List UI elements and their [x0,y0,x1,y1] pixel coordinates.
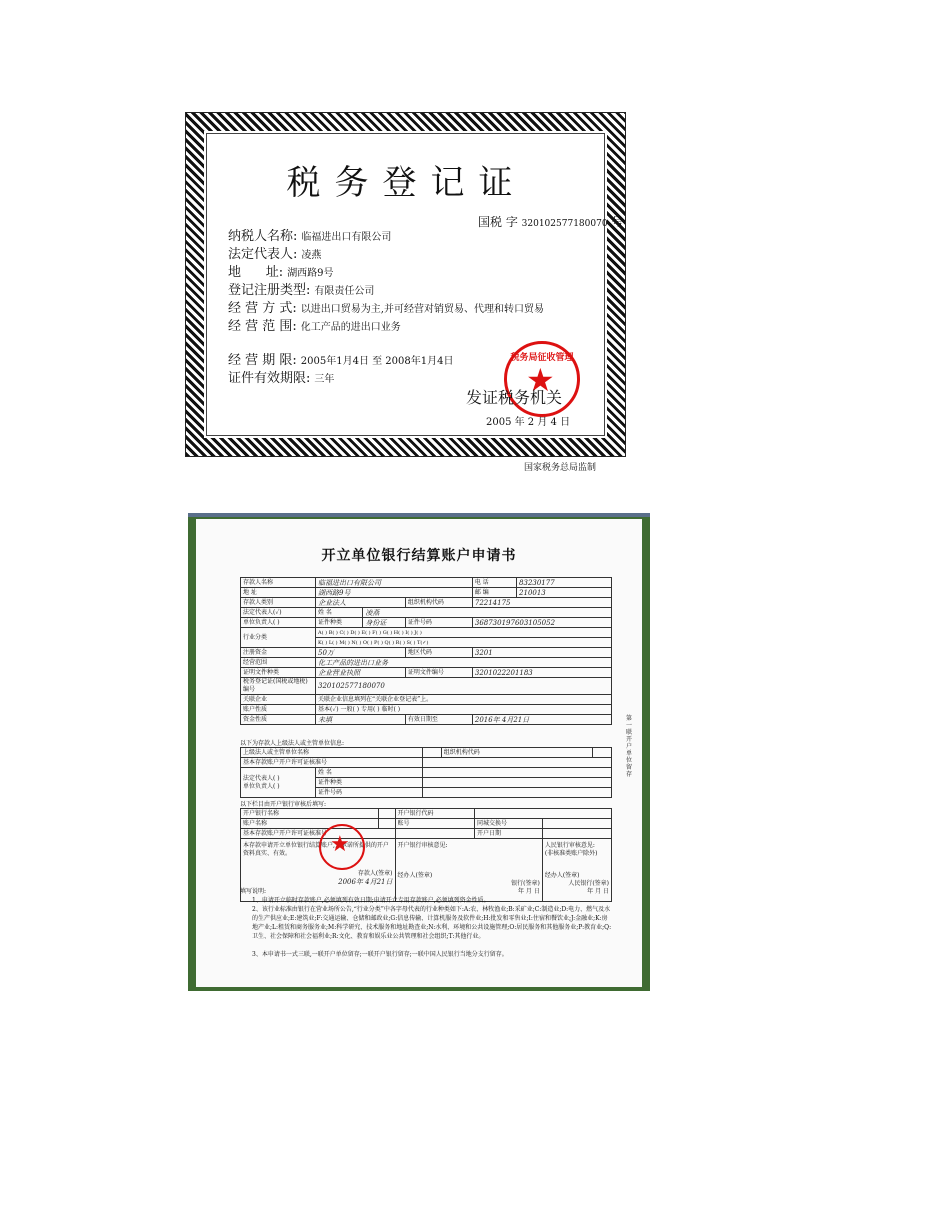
bank-handler: 经办人(签章) [397,872,433,879]
table-row [241,578,612,588]
label-cell: 组织机构代码 [441,748,593,758]
value-cell: 未填 [316,715,406,725]
bank-opinion: 开户银行审核意见: [397,842,448,849]
value-cell [423,778,612,788]
value-cell: 凌燕 [363,608,612,618]
note-3: 3、本申请书一式三联,一联开户单位留存;一联开户银行留存;一联中国人民银行当地分支行留存。 [252,951,508,958]
pboc-seal: 人民银行(签章) [568,880,609,887]
table-row [241,678,612,695]
table-row [241,809,612,819]
table-row [241,588,612,598]
superior-section-title: 以下为存款人上级法人或主管单位信息: [240,740,345,747]
value-cell: 3201022201183 [472,668,611,678]
table-row [241,715,612,725]
certificate-number [478,213,623,230]
value-cell: 关联企业信息填列在“关联企业登记表”上。 [316,695,612,705]
label-cell: 开户日期 [474,829,542,839]
value-cell: 3201 [472,648,611,658]
field-legal-rep [228,243,321,262]
field-registration-type [228,279,374,298]
certificate-caption: 国家税务总局监制 [524,463,597,473]
table-row [241,819,612,829]
value-cell [378,809,395,819]
label-cell: 组织机构代码 [405,598,472,608]
field-address [228,261,334,280]
label-cell: 电 话 [472,578,516,588]
star-icon: ★ [526,361,555,399]
superior-table [240,747,612,798]
field-label: 法定代表人: [228,247,298,262]
seal-text: 税务局征收管理 [510,353,574,363]
value-cell: 368730197603105052 [472,618,611,628]
value-cell: 湖西路9号 [316,588,473,598]
field-business-scope [228,315,401,334]
field-validity [228,367,334,386]
field-label: 经 营 期 限: [228,353,297,368]
label-cell: 存款人类别 [241,598,316,608]
value-cell: 基本(✓) 一般( ) 专用( ) 临时( ) [316,705,612,715]
unit-head-label: 单位负责人( ) [243,782,280,790]
field-business-mode [228,297,544,316]
label-cell: 行业分类 [241,628,316,648]
note-1: 1、申请开立临时存款账户,必须填列有效日期;申请开立专用存款账户,必须填列资金性质。 [252,897,490,904]
field-label: 证件有效期限: [228,371,311,386]
label-cell: 账号 [395,819,474,829]
value-cell: 2016年 4月21日 [472,715,611,725]
applicant-date: 2006年 4月21日 [338,878,393,886]
field-value: 湖西路9号 [287,268,334,279]
value-cell [542,819,611,829]
issuing-authority: 发证税务机关 [466,388,563,407]
label-cell: 证件号码 [316,788,423,798]
label-cell: 证明文件编号 [405,668,472,678]
field-value: 化工产品的进出口业务 [300,322,401,333]
label-cell: 地区代码 [405,648,472,658]
label-cell: 地 址 [241,588,316,598]
value-cell: 化工产品的进出口业务 [316,658,612,668]
applicant-table [240,577,612,725]
company-seal [319,824,365,870]
field-value: 三年 [314,374,335,385]
number-suffix: 号 [611,215,624,229]
applicant-statement: 本存款申请开立单位银行结算账户,并承诺所提供的开户资料真实、有效。 [243,842,389,857]
issue-date: 2005 年 2 月 4 日 [486,417,571,428]
label-cell: 开户银行代码 [395,809,474,819]
pboc-note: (非核准类账户除外) [544,850,598,857]
label-cell: 姓 名 [316,608,363,618]
value-cell: A( ) B( ) C( ) D( ) E( ) F( ) G( ) H( ) I( ) J( ) [316,628,612,638]
label-cell: 账户名称 [241,819,379,829]
table-row [241,748,612,758]
value-cell: 83230177 [517,578,612,588]
label-cell: 单位负责人( ) [241,618,316,628]
label-cell: 证件种类 [316,618,363,628]
label-cell [241,768,316,798]
label-cell: 证件种类 [316,778,423,788]
label-cell: 上级法人或主管单位名称 [241,748,423,758]
value-cell: K( ) L( ) M( ) N( ) O( ) P( ) Q( ) R( ) S( ) T(✓) [316,638,612,648]
value-cell [423,748,441,758]
star-icon: ★ [330,832,350,857]
label-cell: 基本存款账户开户许可证核准号 [241,758,423,768]
value-cell [542,829,611,839]
copy-label: 第一联 开户单位留存 [626,715,633,778]
table-row [241,598,612,608]
table-row [241,758,612,768]
certificate-title: 税务登记证 [286,163,527,203]
label-cell: 法定代表人(✓) [241,608,316,618]
pboc-handler: 经办人(签章) [544,872,580,879]
bank-seal: 银行(签章) [511,880,540,887]
field-value: 以进出口贸易为主,并可经营对销贸易、代理和转口贸易 [300,304,544,315]
value-cell: 企业营业执照 [316,668,406,678]
value-cell [423,758,612,768]
value-cell [378,819,395,829]
label-cell: 有效日期至 [405,715,472,725]
notes-title: 填写说明: [240,888,267,895]
table-row [241,618,612,628]
note-2: 2、该行业标准由银行在营业场所公告,“行业分类”中各字母代表的行业种类如下:A:农、林牧渔业;B:采矿业;C:制造业;D:电力、燃气及水的生产供应业;E:建筑业;F:交通运输、仓储和邮政业;G:信息传输、计算机服务及软件业;H:批发和零售业;I:住宿和餐饮业;J:金融业;K:房地产业;L:租赁和商务服务业;M:科学研究、技术服务和地址勘查业;N:水利、环境和公共设施管理;O:居民服务和其他服务业;P:教育业;Q:卫生、社会保障和社会福利业;R:文化、教育和娱乐业公共管理和社会组织;T:其他行业。 [252,906,612,940]
table-row [241,705,612,715]
label-cell: 证明文件种类 [241,668,316,678]
field-taxpayer-name [228,225,391,244]
field-label: 经 营 方 式: [228,301,297,316]
field-value: 有限责任公司 [314,286,375,297]
field-label: 经 营 范 围: [228,319,297,334]
table-row [241,608,612,618]
table-row [241,658,612,668]
label-cell: 经营范围 [241,658,316,668]
label-cell: 姓 名 [316,768,423,778]
field-label: 纳税人名称: [228,229,298,244]
applicant-sign: 存款人(签章) [357,870,393,877]
number-label: 国税 字 [478,215,518,229]
label-cell: 关联企业 [241,695,316,705]
tax-registration-certificate [185,112,626,457]
value-cell: 320102577180070 [316,678,612,695]
value-cell: 企业法人 [316,598,406,608]
table-row [241,648,612,658]
value-cell [423,768,612,778]
table-row [241,695,612,705]
table-row [241,628,612,638]
pboc-date: 年 月 日 [587,888,609,895]
table-row [241,768,612,778]
table-row [241,668,612,678]
value-cell [395,829,474,839]
label-cell: 存款人名称 [241,578,316,588]
field-value: 2005年1月4日 至 2008年1月4日 [300,356,454,367]
label-cell: 开户银行名称 [241,809,379,819]
legal-rep-label: 法定代表人( ) [243,774,280,782]
field-value: 临福进出口有限公司 [301,232,392,243]
photo-top-edge [188,513,650,517]
label-cell: 账户性质 [241,705,316,715]
value-cell [593,748,612,758]
field-business-period [228,349,454,368]
label-cell: 税务登记证(国税或地税)编号 [241,678,316,695]
label-cell: 资金性质 [241,715,316,725]
form-paper [196,519,642,987]
bank-account-application [188,513,650,991]
label-cell: 注册资金 [241,648,316,658]
value-cell: 50万 [316,648,406,658]
label-cell: 同城交换号 [474,819,542,829]
label-cell: 基本存款账户开户许可证核准号 [241,829,396,839]
label-cell: 证件号码 [405,618,472,628]
field-value: 凌燕 [301,250,322,261]
table-row [241,829,612,839]
form-title: 开立单位银行结算账户申请书 [321,548,517,564]
value-cell [474,809,611,819]
value-cell: 210013 [517,588,612,598]
value-cell: 临福进出口有限公司 [316,578,473,588]
bank-date: 年 月 日 [518,888,540,895]
value-cell [423,788,612,798]
bank-section-title: 以下栏目由开户银行审核后填写: [240,801,327,808]
value-cell: 身份证 [363,618,405,628]
label-cell: 邮 编 [472,588,516,598]
value-cell: 72214175 [472,598,611,608]
field-label: 地 址: [228,265,284,280]
field-label: 登记注册类型: [228,283,311,298]
pboc-opinion: 人民银行审核意见: [544,842,595,849]
number-value: 320102577180070 [521,219,608,229]
